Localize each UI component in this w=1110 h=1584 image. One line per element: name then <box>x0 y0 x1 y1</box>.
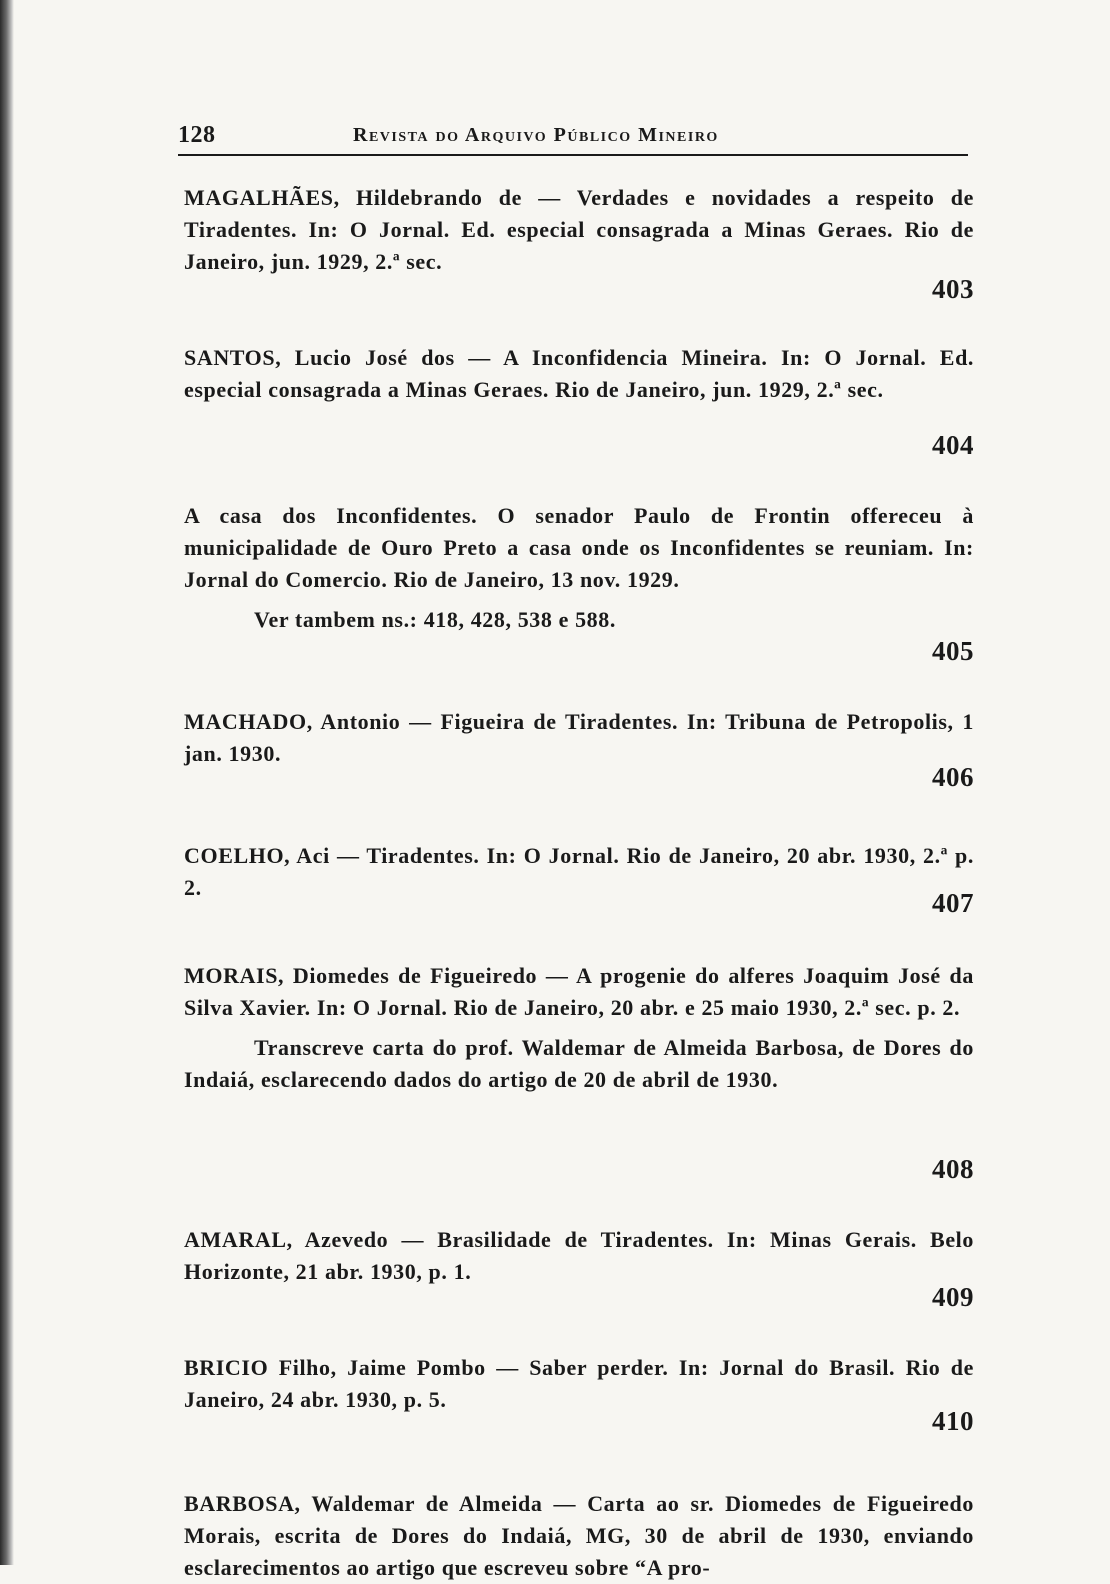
entry-number: 408 <box>932 1154 974 1184</box>
entry-text: SANTOS, Lucio José dos — A Inconfidencia Mineira. In: O Jornal. Ed. especial consagrada a Minas Geraes. Rio de Janeiro, jun. 1929, 2.ª sec. <box>184 345 974 402</box>
bibliography-entry-405 <box>184 500 974 666</box>
entry-text: A casa dos Inconfidentes. O senador Paulo de Frontin offereceu à municipalidade de Ouro Preto a casa onde os Inconfidentes se reuniam. In: Jornal do Comercio. Rio de Janeiro, 13 nov. 1929. <box>184 503 974 592</box>
entry-text: AMARAL, Azevedo — Brasilidade de Tiradentes. In: Minas Gerais. Belo Horizonte, 21 abr. 1930, p. 1. <box>184 1227 974 1284</box>
page-number: 128 <box>178 122 216 148</box>
bibliography-entry-continued <box>184 1488 974 1584</box>
bibliography-entry-407 <box>184 840 974 918</box>
bibliography-entry-403 <box>184 182 974 304</box>
entry-number: 405 <box>932 636 974 666</box>
running-title: Revista do Arquivo Público Mineiro <box>353 124 719 146</box>
entry-text: MACHADO, Antonio — Figueira de Tiradentes. In: Tribuna de Petropolis, 1 jan. 1930. <box>184 709 974 766</box>
bibliography-entry-404 <box>184 342 974 460</box>
bibliography-entry-408 <box>184 960 974 1184</box>
entry-number: 407 <box>932 888 974 918</box>
entry-number: 409 <box>932 1282 974 1312</box>
bibliography-entry-406 <box>184 706 974 792</box>
entry-text: COELHO, Aci — Tiradentes. In: O Jornal. Rio de Janeiro, 20 abr. 1930, 2.ª p. 2. <box>184 843 974 900</box>
entry-number: 403 <box>932 274 974 304</box>
bibliography-entry-409 <box>184 1224 974 1312</box>
entry-text: MORAIS, Diomedes de Figueiredo — A progenie do alferes Joaquim José da Silva Xavier. In: O Jornal. Rio de Janeiro, 20 abr. e 25 maio 1930, 2.ª sec. p. 2. <box>184 963 974 1020</box>
entry-cross-reference: Ver tambem ns.: 418, 428, 538 e 588. <box>254 607 616 632</box>
entry-number: 410 <box>932 1406 974 1436</box>
entry-number: 404 <box>932 430 974 460</box>
entry-number: 406 <box>932 762 974 792</box>
page-header <box>178 118 968 156</box>
bibliography-entry-410 <box>184 1352 974 1436</box>
entry-text: BRICIO Filho, Jaime Pombo — Saber perder. In: Jornal do Brasil. Rio de Janeiro, 24 abr. 1930, p. 5. <box>184 1355 974 1412</box>
entry-annotation: Transcreve carta do prof. Waldemar de Almeida Barbosa, de Dores do Indaiá, esclarecendo dados do artigo de 20 de abril de 1930. <box>184 1035 974 1092</box>
entry-text: MAGALHÃES, Hildebrando de — Verdades e novidades a respeito de Tiradentes. In: O Jornal. Ed. especial consagrada a Minas Geraes. Rio de Janeiro, jun. 1929, 2.ª sec. <box>184 185 974 274</box>
entry-text: BARBOSA, Waldemar de Almeida — Carta ao sr. Diomedes de Figueiredo Morais, escrita de Dores do Indaiá, MG, 30 de abril de 1930, enviando esclarecimentos ao artigo que escreveu sobre “A pro- <box>184 1491 974 1580</box>
